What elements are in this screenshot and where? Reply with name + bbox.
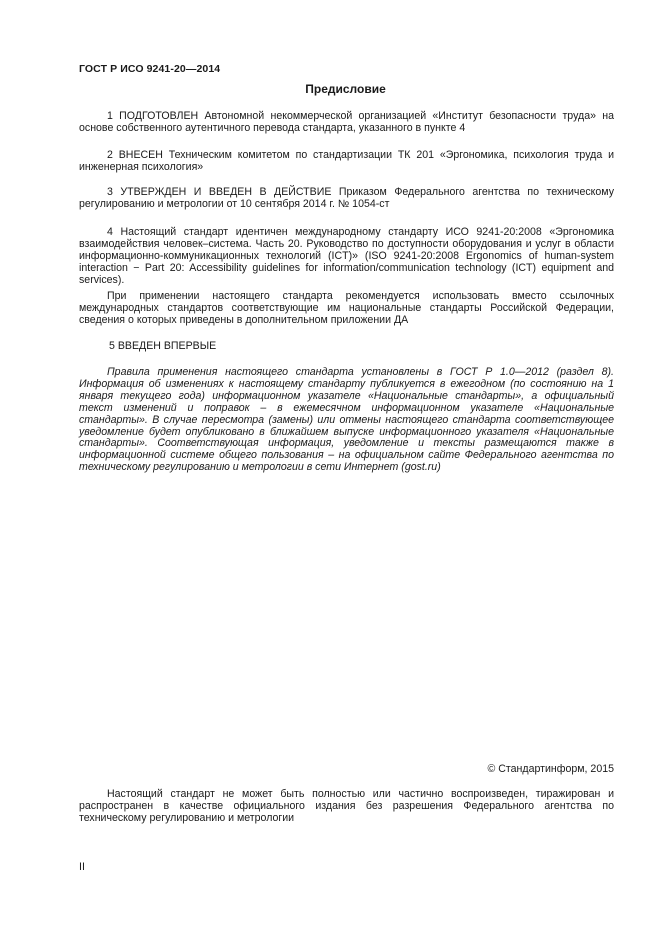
- paragraph-rules-of-application: Правила применения настоящего стандарта установлены в ГОСТ Р 1.0—2012 (раздел 8). Информация об изменениях к настоящему стандарту публикуется в ежегодном (по состоянию на 1 января текущего года) информационном указателе «Национальные стандарты», а официальный текст изменений и поправок – в ежемесячном информационном указателе «Национальные стандарты». В случае пересмотра (замены) или отмены настоящего стандарта соответствующее уведомление будет опубликовано в ближайшем выпуске информационного указателя «Национальные стандарты». Соответствующая информация, уведомление и тексты размещаются также в информационной системе общего пользования – на официальном сайте Федерального агентства по техническому регулированию и метрологии в сети Интернет (gost.ru): [79, 366, 614, 474]
- document-code: ГОСТ Р ИСО 9241-20—2014: [79, 63, 221, 75]
- paragraph-approved: 3 УТВЕРЖДЕН И ВВЕДЕН В ДЕЙСТВИЕ Приказом Федерального агентства по техническому регулированию и метрологии от 10 сентября 2014 г. № 1054-ст: [79, 186, 614, 210]
- page-title: Предисловие: [305, 82, 386, 96]
- page-number: II: [79, 861, 85, 873]
- paragraph-introduced-by: 2 ВНЕСЕН Техническим комитетом по стандартизации ТК 201 «Эргономика, психология труда и инженерная психология»: [79, 149, 614, 173]
- paragraph-identical-standard: 4 Настоящий стандарт идентичен международному стандарту ИСО 9241-20:2008 «Эргономика взаимодействия человек–система. Часть 20. Руководство по доступности оборудования и услуг в области информационно-коммуникационных технологий (ICT)» (ISO 9241-20:2008 Ergonomics of human-system interaction − Part 20: Accessibility guidelines for information/communication technology (ICT) equipment and services).: [79, 226, 614, 286]
- paragraph-introduced-first: 5 ВВЕДЕН ВПЕРВЫЕ: [109, 340, 217, 352]
- paragraph-references: При применении настоящего стандарта рекомендуется использовать вместо ссылочных международных стандартов соответствующие им национальные стандарты Российской Федерации, сведения о которых приведены в дополнительном приложении ДА: [79, 290, 614, 326]
- copyright-notice: © Стандартинформ, 2015: [487, 763, 614, 775]
- paragraph-prepared-by: 1 ПОДГОТОВЛЕН Автономной некоммерческой организацией «Институт безопасности труда» на основе собственного аутентичного перевода стандарта, указанного в пункте 4: [79, 110, 614, 134]
- reproduction-notice: Настоящий стандарт не может быть полностью или частично воспроизведен, тиражирован и распространен в качестве официального издания без разрешения Федерального агентства по техническому регулированию и метрологии: [79, 788, 614, 824]
